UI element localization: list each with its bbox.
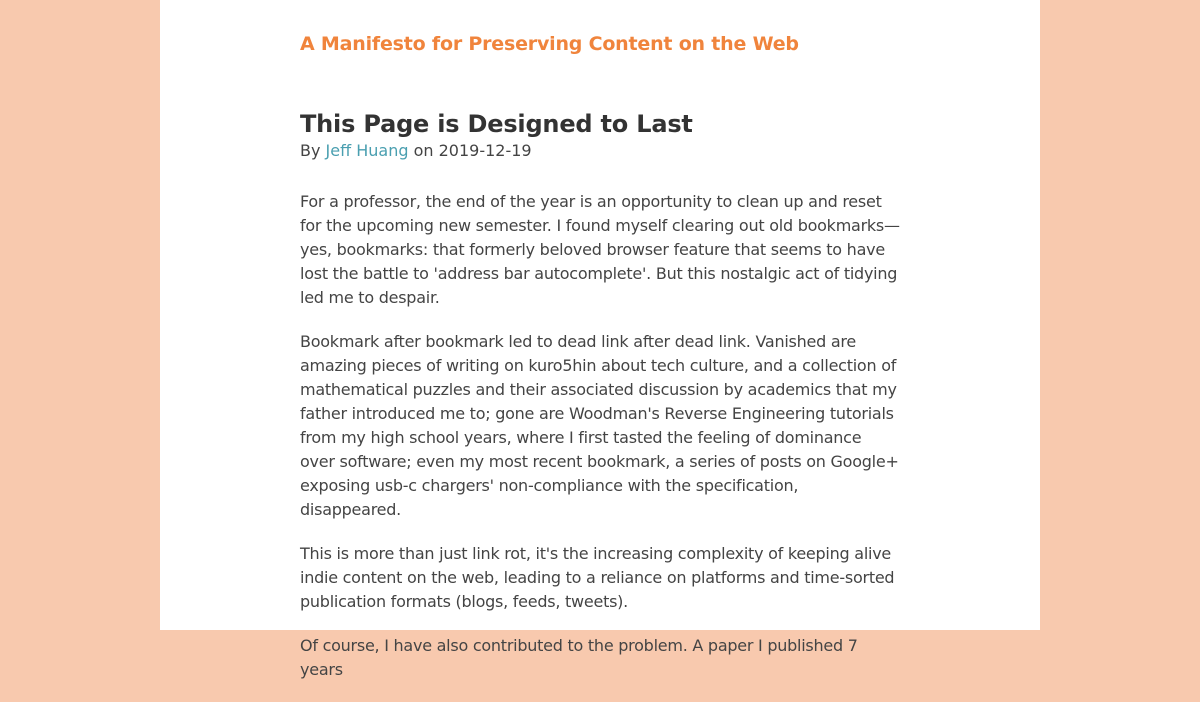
page-sheet	[160, 0, 1040, 679]
publish-date: 2019-12-19	[438, 141, 532, 160]
paragraph: For a professor, the end of the year is an opportunity to clean up and reset for the upcoming new semester. I found myself clearing out old bookmarks—yes, bookmarks: that formerly beloved browser feature that seems to have lost the battle to 'address bar autocomplete'. But this nostalgic act of tidying led me to despair.	[300, 192, 900, 307]
byline-on: on	[413, 141, 434, 160]
page-content	[300, 30, 900, 702]
site-title-link[interactable]: A Manifesto for Preserving Content on the Web	[300, 33, 799, 55]
paragraph: Of course, I have also contributed to the problem. A paper I published 7 years	[300, 636, 858, 679]
article-title: This Page is Designed to Last	[300, 110, 693, 138]
paragraph: Bookmark after bookmark led to dead link after dead link. Vanished are amazing pieces of writing on kuro5hin about tech culture, and a collection of mathematical puzzles and their associated discussion by academics that my father introduced me to; gone are Woodman's Reverse Engineering tutorials from my high school years, where I first tasted the feeling of dominance over software; even my most recent bookmark, a series of posts on Google+ exposing usb-c chargers' non-compliance with the specification, disappeared.	[300, 332, 899, 519]
byline	[300, 140, 900, 162]
paragraph: This is more than just link rot, it's the increasing complexity of keeping alive indie content on the web, leading to a reliance on platforms and time-sorted publication formats (blogs, feeds, tweets).	[300, 544, 895, 611]
author-link[interactable]: Jeff Huang	[325, 141, 409, 160]
byline-prefix: By	[300, 141, 321, 160]
